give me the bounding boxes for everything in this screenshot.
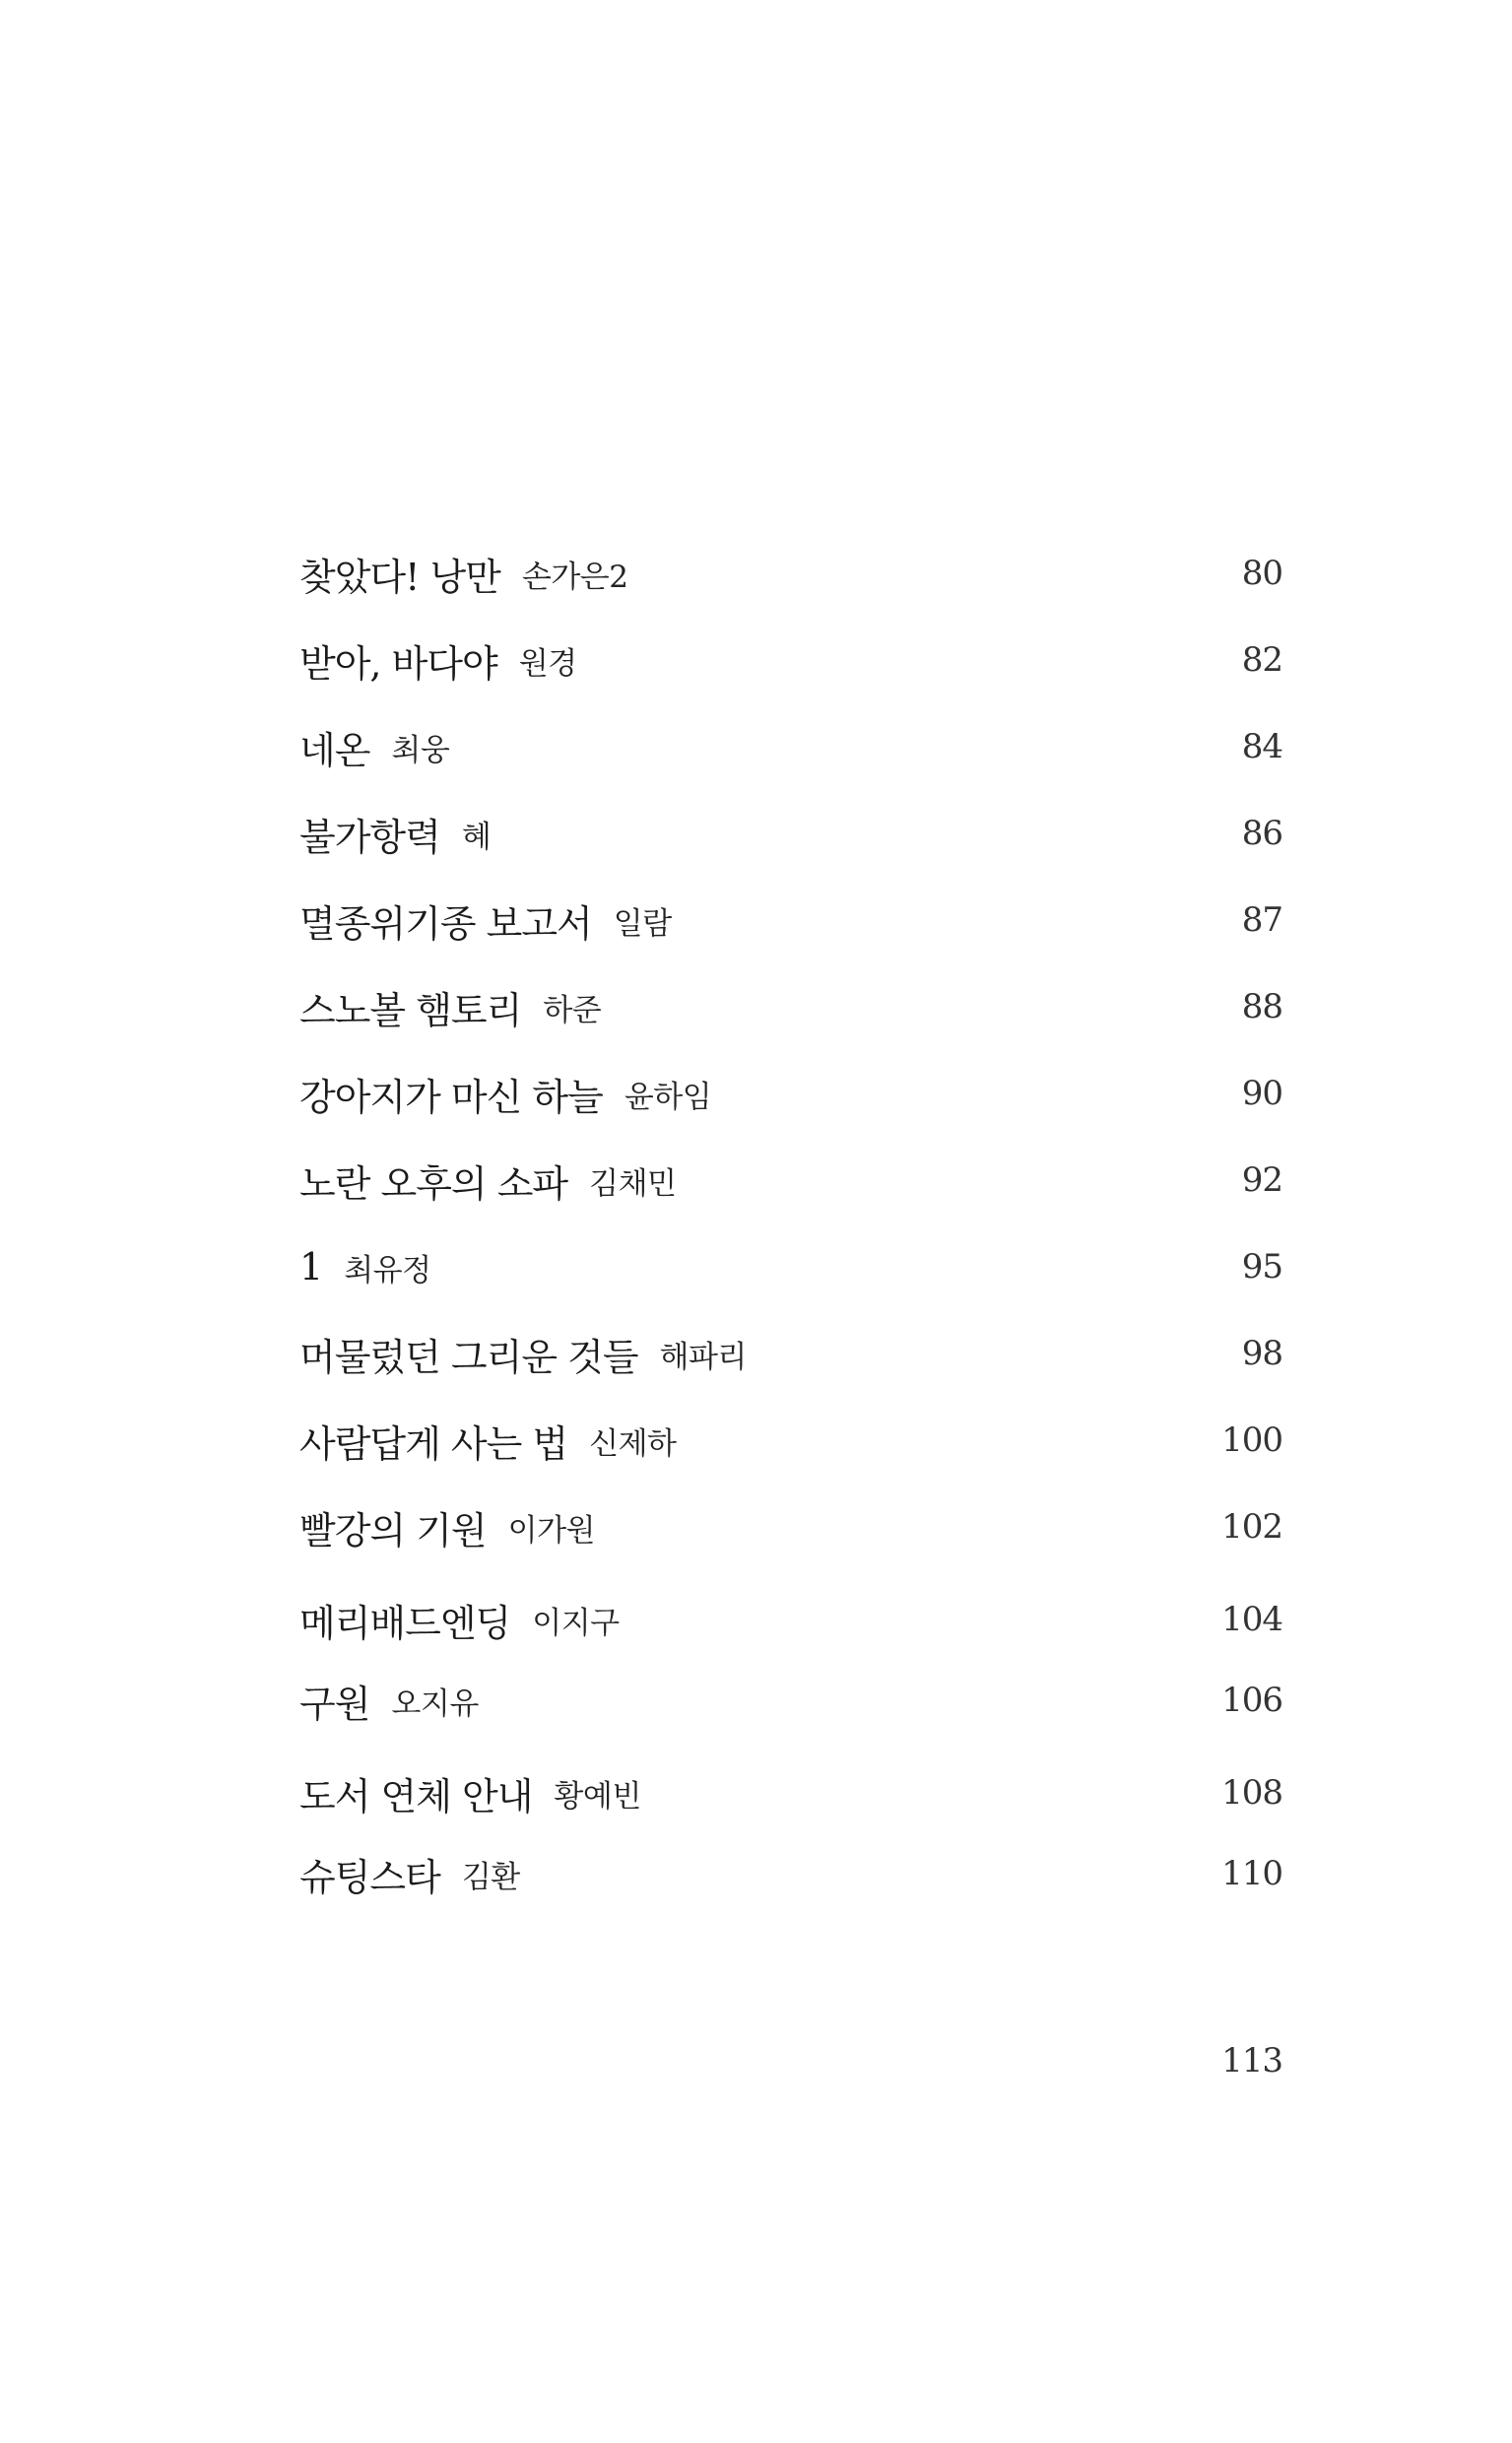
- entry-page-number: 87: [1241, 900, 1282, 940]
- toc-entry[interactable]: [299, 1671, 1282, 1730]
- entry-author: 오지유: [391, 1685, 479, 1722]
- entry-page-number: 108: [1221, 1773, 1282, 1813]
- toc-entry[interactable]: [299, 1844, 1282, 1903]
- entry-page-number: 110: [1221, 1854, 1282, 1893]
- entry-title: 네온: [299, 728, 370, 772]
- entry-author: 이가원: [507, 1512, 595, 1549]
- entry-page-number: 106: [1221, 1681, 1282, 1720]
- toc-entry[interactable]: [299, 544, 1282, 603]
- entry-author: 최유정: [344, 1252, 431, 1288]
- entry-author: 이지구: [532, 1605, 620, 1641]
- entry-title: 구원: [299, 1682, 370, 1726]
- entry-title: 받아, 바다야: [299, 641, 497, 686]
- entry-page-number: 86: [1241, 814, 1282, 853]
- entry-author: 신제하: [589, 1425, 677, 1462]
- toc-entry[interactable]: [299, 1763, 1282, 1822]
- entry-title: 찾았다! 낭만: [299, 555, 500, 599]
- entry-title: 도서 연체 안내: [299, 1774, 533, 1818]
- entry-title: 머물렀던 그리운 것들: [299, 1335, 638, 1379]
- toc-entry[interactable]: [299, 1064, 1282, 1123]
- toc-entry[interactable]: [299, 1237, 1282, 1296]
- toc-entry[interactable]: [299, 1590, 1282, 1649]
- entry-title: 사람답게 사는 법: [299, 1421, 568, 1466]
- toc-entry[interactable]: [299, 1324, 1282, 1383]
- toc-entry[interactable]: [299, 1411, 1282, 1470]
- toc-entry[interactable]: [299, 804, 1282, 863]
- entry-author: 윤하임: [624, 1079, 712, 1115]
- toc-entry[interactable]: [299, 977, 1282, 1036]
- entry-page-number: 84: [1241, 727, 1282, 766]
- entry-page-number: 92: [1241, 1160, 1282, 1200]
- entry-page-number: 80: [1241, 554, 1282, 593]
- entry-title: 멸종위기종 보고서: [299, 901, 592, 946]
- entry-page-number: 90: [1241, 1074, 1282, 1113]
- entry-title: 슈팅스타: [299, 1855, 440, 1899]
- entry-page-number: 82: [1241, 640, 1282, 680]
- entry-page-number: 98: [1241, 1334, 1282, 1373]
- entry-author: 최웅: [391, 732, 450, 768]
- entry-title: 불가항력: [299, 815, 440, 859]
- entry-page-number: 104: [1221, 1600, 1282, 1639]
- entry-title: 강아지가 마신 하늘: [299, 1075, 603, 1119]
- entry-title: 빨강의 기원: [299, 1508, 487, 1552]
- page-folio: 113: [1221, 2041, 1282, 2080]
- entry-author: 혜: [461, 819, 492, 855]
- entry-page-number: 102: [1221, 1507, 1282, 1547]
- entry-author: 김채민: [589, 1165, 677, 1202]
- toc-entry[interactable]: [299, 891, 1282, 950]
- entry-author: 김환: [461, 1859, 520, 1895]
- toc-entry[interactable]: [299, 630, 1282, 690]
- table-of-contents: [299, 0, 1282, 2443]
- toc-entry[interactable]: [299, 717, 1282, 776]
- entry-title: 1: [299, 1245, 323, 1288]
- toc-entry[interactable]: [299, 1151, 1282, 1210]
- entry-page-number: 95: [1241, 1247, 1282, 1287]
- entry-title: 스노볼 햄토리: [299, 988, 522, 1032]
- entry-author: 일람: [613, 905, 672, 942]
- entry-title: 노란 오후의 소파: [299, 1161, 568, 1206]
- entry-author: 손가은2: [521, 559, 628, 595]
- entry-author: 황예빈: [554, 1778, 641, 1815]
- entry-page-number: 100: [1221, 1420, 1282, 1460]
- entry-title: 메리배드엔딩: [299, 1601, 511, 1645]
- entry-author: 해파리: [659, 1339, 747, 1375]
- entry-page-number: 88: [1241, 987, 1282, 1026]
- toc-entry[interactable]: [299, 1497, 1282, 1556]
- entry-author: 하준: [543, 992, 602, 1028]
- entry-author: 원경: [518, 645, 577, 682]
